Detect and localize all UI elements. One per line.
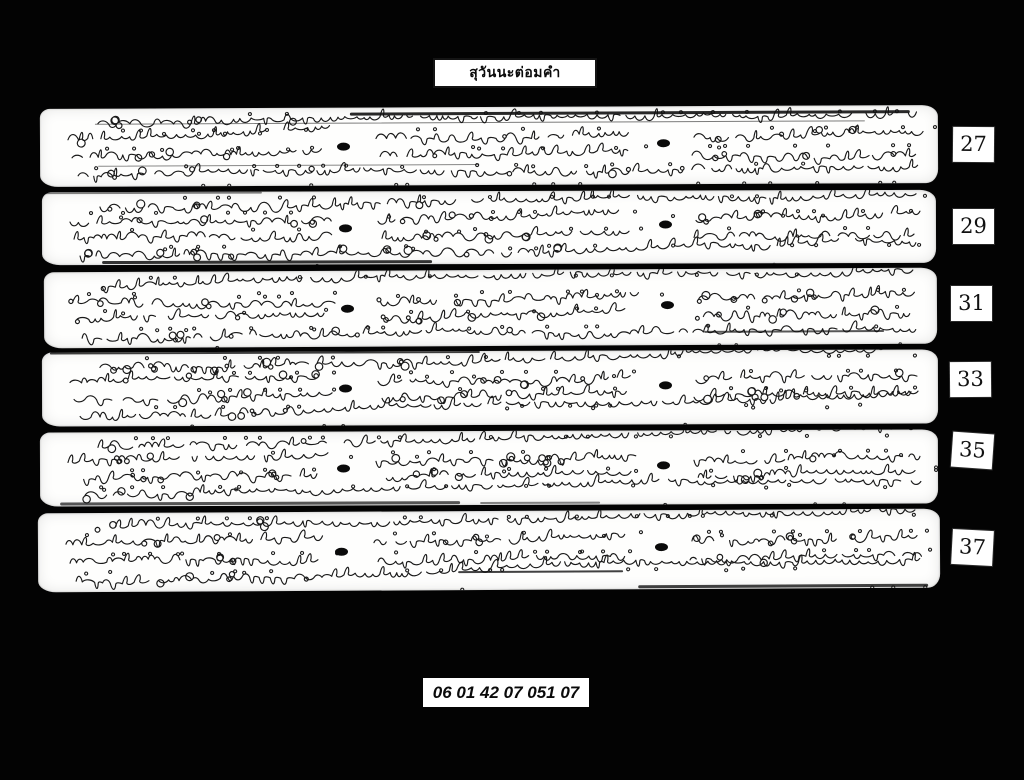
- palm-leaf: [42, 349, 938, 426]
- catalog-code: 06 01 42 07 051 07: [432, 682, 580, 702]
- binding-hole: [335, 547, 348, 555]
- page-number-label: 37: [958, 534, 987, 560]
- page-number-card: [951, 432, 994, 470]
- page-number-card: [953, 209, 994, 244]
- binding-hole: [657, 139, 670, 147]
- palm-leaf: [40, 429, 938, 506]
- palm-leaf-strip: [0, 191, 1024, 264]
- page-number-card: [950, 362, 991, 397]
- palm-leaf: [38, 509, 940, 593]
- palm-leaf: [42, 190, 936, 265]
- page-number-label: 29: [960, 214, 987, 238]
- manuscript-title: สุวันนะต่อมคำ: [469, 64, 561, 80]
- catalog-code-card: [423, 678, 589, 707]
- binding-hole: [341, 305, 354, 313]
- binding-hole: [337, 464, 350, 472]
- binding-hole: [339, 224, 352, 232]
- handwritten-script-line: [80, 320, 925, 349]
- binding-hole: [661, 301, 674, 309]
- page-number-label: 35: [958, 437, 987, 463]
- handwritten-script-line: [76, 158, 926, 187]
- palm-leaf-strip: [0, 270, 1024, 346]
- handwritten-script-line: [78, 399, 926, 426]
- palm-leaf-strip: [0, 107, 1024, 185]
- binding-hole: [655, 543, 668, 551]
- page-number-card: [953, 127, 994, 162]
- binding-hole: [659, 381, 672, 389]
- palm-leaf-strip: [0, 431, 1024, 505]
- palm-leaf-strip: [0, 351, 1024, 425]
- binding-hole: [657, 461, 670, 469]
- page-number-label: 31: [958, 291, 985, 315]
- binding-hole: [337, 143, 350, 151]
- binding-hole: [339, 384, 352, 392]
- palm-leaf: [44, 268, 937, 349]
- page-number-label: 33: [957, 366, 984, 392]
- handwritten-script-line: [74, 563, 928, 593]
- binding-hole: [659, 221, 672, 229]
- page-number-label: 27: [960, 131, 987, 157]
- page-number-card: [951, 529, 994, 566]
- palm-leaf-strip: [0, 511, 1024, 590]
- title-label-card: [433, 58, 597, 88]
- palm-leaf: [40, 105, 938, 187]
- page-number-card: [951, 286, 992, 321]
- scan-smear: [480, 502, 600, 504]
